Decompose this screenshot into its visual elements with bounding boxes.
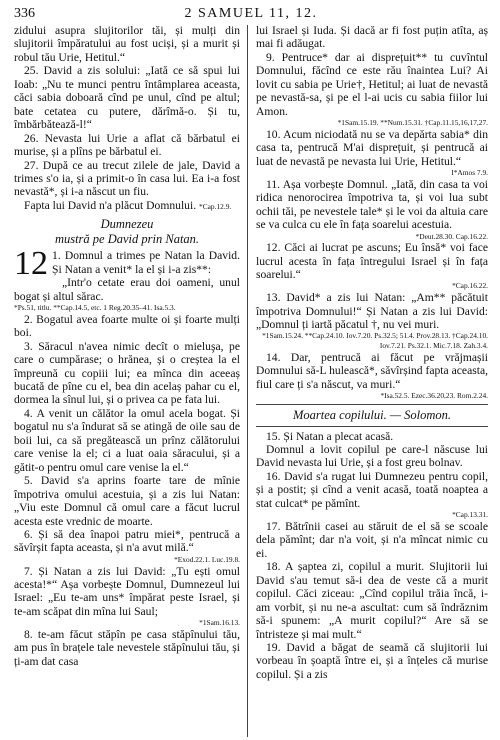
verse-2: 2. Bogatul avea foarte multe oi și foarte mulți boi. — [14, 312, 240, 340]
fapta-text: Fapta lui David n'a plăcut Domnului. — [24, 198, 197, 212]
verse-7: 7. Și Natan a zis lui David: „Tu ești omul acesta!*“ Așa vorbește Domnul, Dumnezeul lui Israel: „Eu te-am uns* împărat peste Israel, și te-am scăpat din mîna lui Saul; — [14, 564, 240, 618]
verse-text: lui Israel și Iuda. Și dacă ar fi fost puțin atîta, aș mai fi adăugat. — [256, 24, 488, 51]
verse-10: 10. Acum niciodată nu se va depărta sabia* din casa ta, pentrucă M'ai disprețuit, și pentrucă ai luat de nevastă pe nevasta lui Urie, Hetitul.“ — [256, 127, 488, 168]
column-divider — [247, 25, 248, 737]
footnote-ref: *1Sam.15.19. **Num.15.31. †Cap.11.15,16,17,27. — [337, 118, 488, 128]
verse-8: 8. te-am făcut stăpîn pe casa stăpînului tău, am pus în brațele tale nevestele stăpînului tău, și ți-am dat casa — [14, 627, 240, 668]
footnote-ref: *Ps.51, titlu. **Cap.14.5, etc. 1 Reg.20.35–41. Isa.5.3. — [14, 303, 176, 313]
verse-13: 13. David* a zis lui Natan: „Am** păcătuit împotriva Domnului!“ Și Natan a zis lui David: „Domnul ți iartă păcatul †, nu vei muri. — [256, 291, 488, 331]
chapter-12 — [14, 245, 240, 283]
verse-27-end — [14, 199, 240, 212]
verse-26: 26. Nevasta lui Urie a aflat că bărbatul ei murise, și a plîns pe bărbatul ei. — [14, 131, 240, 159]
footnote-ref: I*Amos 7.9. — [451, 168, 488, 178]
verse-text: zidului asupra slujitorilor tăi, și mulți din slujitorii împăratului au fost uciși, și a murit și robul tău Urie, Hetitul.“ — [14, 24, 240, 64]
section-heading: Moartea copilului. — Solomon. — [293, 407, 451, 422]
right-column — [256, 24, 488, 681]
verse-12: 12. Căci ai lucrat pe ascuns; Eu însă* voi face lucrul acesta în fața întregului Israel și în fața soarelui.“ — [256, 241, 488, 282]
verse-4: 4. A venit un călător la omul acela bogat. Și bogatul nu s'a îndurat să se atingă de oile sau de boii lui, ca să pregătească un prînz călătorului care venise la el; ci a luat oaia săracului, și a gătit-o pentru omul care venise la el.“ — [14, 406, 240, 474]
verse-1: 1. Domnul a trimes pe Natan la David. Și Natan a venit* la el și i-a zis**: — [52, 249, 240, 276]
left-column — [14, 24, 240, 668]
chapter-number: 12 — [14, 245, 48, 283]
verse-9: 9. Pentruce* dar ai disprețuit** tu cuvîntul Domnului, făcînd ce este rău înaintea Lui? Ai lovit cu sabia pe Urie†, Hetitul; ai luat de nevastă pe nevastă-sa, și pe el l-ai ucis cu sabia fiilor lui Amon. — [256, 50, 488, 118]
verse-6: 6. Și să dea înapoi patru miei*, pentrucă a săvîrșit fapta aceasta, și n'a avut milă.“ — [14, 528, 240, 555]
verse-15: 15. Și Natan a plecat acasă. — [266, 429, 394, 443]
verse-19: 19. David a băgat de seamă că slujitorii lui vorbeau în șoaptă între ei, și a înțeles că murise copilul. Și a zis — [256, 640, 488, 681]
section-heading-sub: mustră pe David prin Natan. — [54, 232, 200, 247]
footnote-ref: *Cap.16.22. — [452, 281, 488, 291]
verse-18: 18. A șaptea zi, copilul a murit. Slujitorii lui David s'au temut să-i dea de veste că a murit copilul. Căci ziceau: „Cînd copilul trăia încă, i-am vorbit, și nu ne-a ascultat: cum să îndrăznim să-i spunem: „A murit copilul?“ Are să se întristeze și mai mult.“ — [256, 560, 488, 641]
footnote-ref: *Deut.28.30. Cap.16.22. — [415, 231, 488, 241]
section-rule — [256, 404, 488, 405]
verse-5: 5. David s'a aprins foarte tare de mînie împotriva omului acestuia, și a zis lui Natan: „Viu este Domnul că omul care a făcut lucrul acesta este vrednic de moarte. — [14, 474, 240, 528]
verse-25: 25. David a zis solului: „Iată ce să spui lui Ioab: „Nu te munci pentru întâmplarea aceasta, căci sabia doboară cînd pe unul, cînd pe altul; bate cetatea cu putere, dărîmă-o. Și tu, îmbărbătează-l!“ — [14, 64, 240, 132]
verse-14: 14. Dar, pentrucă ai făcut pe vrăjmașii Domnului să-L hulească*, săvîrșind fapta aceasta, fiul care ți s'a născut, va muri.“ — [256, 350, 488, 391]
verse-15-cont: Domnul a lovit copilul pe care-l născuse lui David nevasta lui Urie, și a fost greu bolnav. — [256, 443, 488, 470]
verse-16: 16. David s'a rugat lui Dumnezeu pentru copil, și a postit; și cînd a venit acasă, toată noaptea a stat culcat* pe pămînt. — [256, 469, 488, 510]
running-head: 2 SAMUEL 11, 12. — [184, 6, 318, 21]
verse-1-cont: „Intr'o cetate erau doi oameni, unul bogat și altul sărac. — [14, 276, 240, 303]
verse-17: 17. Bătrînii casei au stăruit de el să se scoale dela pămînt; dar n'a voit, și n'a mîncat nimic cu ei. — [256, 519, 488, 560]
footnote-ref: *Exod.22.1. Luc.19.8. — [174, 554, 240, 564]
footnote-ref: *Isa.52.5. Ezec.36.20,23. Rom.2.24. — [380, 390, 488, 400]
verse-27: 27. După ce au trecut zilele de jale, David a trimes s'o ia, și a primit-o în casa lui. Ea i-a fost nevastă*, și i-a născut un fiu. — [14, 158, 240, 199]
page-number: 336 — [14, 6, 35, 21]
footnote-ref: *1Sam.15.24. **Cap.24.10. Iov.7.20. Ps.32.5; 51.4. Prov.28.13. †Cap.24.10. Iov.7.21. Ps.32.1. Mic.7.18. Zah.3.4. — [262, 331, 488, 351]
verse-11: 11. Așa vorbește Domnul. „Iată, din casa ta voi ridica nenorocirea împotriva ta, și voi lua subt ochii tăi, pe nevestele tale* și le voi da altuia care se va culca cu ele în fața soarelui acestuia. — [256, 177, 488, 232]
footnote-ref: *Cap.12.9. — [199, 201, 232, 211]
verse-3: 3. Săracul n'avea nimic decît o mieluşa, pe care o cumpărase; o hrănea, și o creștea la el împreună cu copiii lui; ea mînca din aceeaș bucată de pîne cu el, bea din acelaș pahar cu el, dormea la sînul lui, și o privea ca pe fata lui. — [14, 339, 240, 407]
section-heading: Dumnezeu — [100, 217, 154, 232]
page-header — [14, 6, 488, 24]
footnote-ref: *1Sam.16.13. — [199, 618, 240, 628]
section-rule — [256, 426, 488, 427]
footnote-ref: *Cap.13.31. — [452, 510, 488, 520]
